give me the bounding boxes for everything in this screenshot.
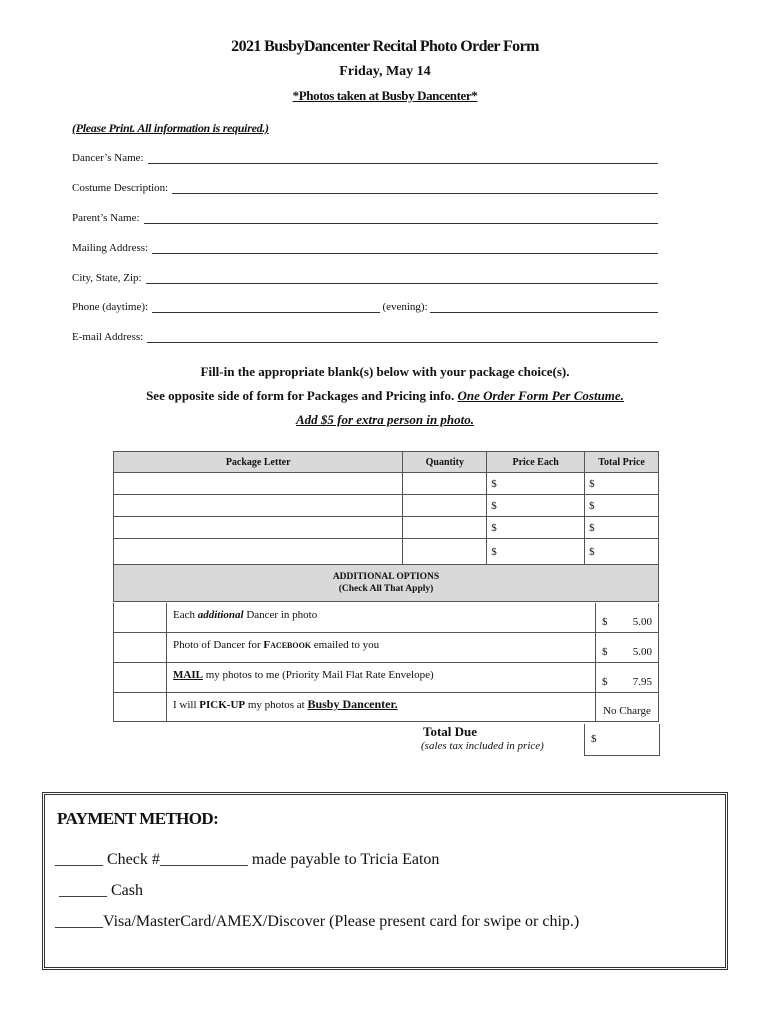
city-line[interactable] (146, 271, 658, 284)
pickup-mid: my photos at (245, 699, 308, 711)
total-due-text: Total Due (423, 724, 478, 739)
payment-method-box (42, 792, 728, 970)
currency-sign: $ (589, 499, 595, 512)
additional-options-header (114, 565, 659, 602)
options-list (113, 603, 659, 722)
instruction-line-3: Add $5 for extra person in photo. (295, 412, 475, 427)
pickup-place: Busby Dancenter. (307, 697, 398, 711)
price-each-cell[interactable] (487, 473, 585, 495)
option-post: emailed to you (311, 639, 380, 651)
currency-sign: $ (589, 521, 595, 534)
quantity-cell[interactable] (403, 495, 487, 517)
total-price-cell[interactable] (585, 495, 659, 517)
currency-sign: $ (602, 646, 608, 658)
package-cell[interactable] (114, 539, 403, 565)
table-row (114, 495, 659, 517)
option-label (167, 693, 596, 721)
price-each-cell[interactable] (487, 495, 585, 517)
event-date: Friday, May 14 (339, 64, 431, 79)
email-line[interactable] (147, 330, 658, 343)
header-package-letter: Package Letter (114, 452, 403, 473)
quantity-cell[interactable] (403, 473, 487, 495)
print-note: (Please Print. All information is required.) (72, 121, 269, 135)
total-due-label (421, 724, 581, 752)
option-checkbox[interactable] (114, 693, 167, 721)
total-price-cell[interactable] (585, 539, 659, 565)
option-emph: Facebook (263, 639, 312, 651)
package-cell[interactable] (114, 495, 403, 517)
quantity-cell[interactable] (403, 539, 487, 565)
option-checkbox[interactable] (114, 633, 167, 662)
costume-field[interactable] (72, 178, 658, 194)
option-price (596, 603, 658, 632)
additional-options-subtitle: (Check All That Apply) (338, 584, 434, 594)
payment-title: PAYMENT METHOD: (57, 809, 219, 828)
payment-card[interactable]: ______Visa/MasterCard/AMEX/Discover (Please present card for swipe or chip.) (55, 913, 580, 930)
phone-evening-line[interactable] (430, 300, 658, 313)
price-each-cell[interactable] (487, 517, 585, 539)
instruction-line-2 (0, 388, 770, 404)
email-field[interactable] (72, 327, 658, 343)
parent-name-field[interactable] (72, 208, 658, 224)
tax-note: (sales tax included in price) (421, 740, 544, 752)
option-post: Dancer in photo (243, 609, 318, 621)
option-emph: additional (197, 609, 244, 621)
additional-options-title: ADDITIONAL OPTIONS (332, 572, 440, 582)
mailing-line[interactable] (152, 241, 658, 254)
price-each-cell[interactable] (487, 539, 585, 565)
currency-sign: $ (491, 521, 497, 534)
email-label: E-mail Address: (72, 331, 144, 343)
option-post: my photos to me (Priority Mail Flat Rate Envelope) (202, 669, 434, 681)
currency-sign: $ (602, 616, 608, 628)
header-price-each: Price Each (487, 452, 585, 473)
option-amount: 5.00 (632, 646, 652, 658)
mailing-field[interactable] (72, 238, 658, 254)
option-row-mail (113, 663, 659, 693)
option-pre: Each (173, 609, 198, 621)
currency-sign: $ (591, 733, 597, 745)
option-checkbox[interactable] (114, 663, 167, 692)
order-table (113, 451, 659, 602)
header-quantity: Quantity (403, 452, 487, 473)
option-row-facebook (113, 633, 659, 663)
option-label (167, 603, 596, 632)
instruction-pricing: See opposite side of form for Packages and Pricing info. (146, 388, 455, 403)
option-checkbox[interactable] (114, 603, 167, 632)
payment-cash[interactable]: ______ Cash (59, 882, 143, 899)
table-row (114, 473, 659, 495)
parent-name-label: Parent’s Name: (72, 212, 140, 224)
dancer-name-line[interactable] (148, 151, 658, 164)
costume-line[interactable] (172, 181, 658, 194)
form-title: 2021 BusbyDancenter Recital Photo Order Form (231, 38, 539, 55)
total-price-cell[interactable] (585, 473, 659, 495)
option-emph: MAIL (173, 669, 203, 681)
instruction-line-1: Fill-in the appropriate blank(s) below with your package choice(s). (200, 364, 570, 379)
dancer-name-field[interactable] (72, 148, 658, 164)
dancer-name-label: Dancer’s Name: (72, 152, 144, 164)
parent-name-line[interactable] (144, 211, 658, 224)
option-row-pickup (113, 693, 659, 722)
phone-day-label: Phone (daytime): (72, 301, 149, 313)
phone-evening-label: (evening): (382, 301, 428, 313)
header-total-price: Total Price (585, 452, 659, 473)
pickup-emph: PICK-UP (199, 699, 246, 711)
instruction-one-form: One Order Form Per Costume. (457, 388, 624, 403)
option-amount: 7.95 (632, 676, 652, 688)
table-row (114, 539, 659, 565)
currency-sign: $ (491, 545, 497, 558)
total-due-box[interactable] (584, 724, 660, 756)
pickup-price: No Charge (603, 705, 651, 717)
currency-sign: $ (589, 545, 595, 558)
option-label (167, 663, 596, 692)
phone-field[interactable] (72, 297, 658, 313)
payment-check[interactable]: ______ Check #___________ made payable to Tricia Eaton (55, 851, 440, 868)
city-label: City, State, Zip: (72, 272, 142, 284)
currency-sign: $ (491, 477, 497, 490)
table-row (114, 517, 659, 539)
pickup-pre: I will (173, 699, 200, 711)
costume-label: Costume Description: (72, 182, 169, 194)
location-note: *Photos taken at Busby Dancenter* (292, 88, 478, 103)
option-label (167, 633, 596, 662)
currency-sign: $ (589, 477, 595, 490)
option-price (596, 663, 658, 692)
city-field[interactable] (72, 268, 658, 284)
total-price-cell[interactable] (585, 517, 659, 539)
quantity-cell[interactable] (403, 517, 487, 539)
currency-sign: $ (602, 676, 608, 688)
option-row-additional-dancer (113, 603, 659, 633)
package-cell[interactable] (114, 517, 403, 539)
package-cell[interactable] (114, 473, 403, 495)
option-amount: 5.00 (632, 616, 652, 628)
currency-sign: $ (491, 499, 497, 512)
mailing-label: Mailing Address: (72, 242, 149, 254)
option-price (596, 633, 658, 662)
phone-day-line[interactable] (152, 300, 380, 313)
option-pre: Photo of Dancer for (173, 639, 264, 651)
